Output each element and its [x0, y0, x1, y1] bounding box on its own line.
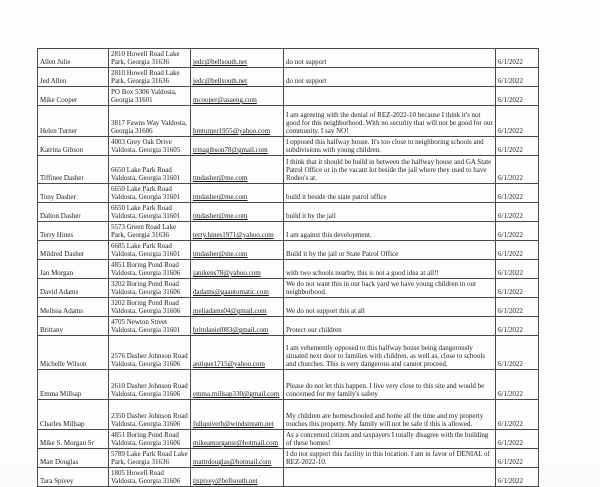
cell-comment — [284, 87, 496, 106]
table-row — [38, 468, 539, 487]
public-comments-table — [37, 48, 539, 487]
cell-address: PO Box 5306 Valdosta, Georgia 31601 — [109, 87, 191, 106]
cell-date: 6/1/2022 — [496, 184, 539, 203]
cell-email: mattrdouglas@hotmail.com — [191, 449, 284, 468]
cell-email: tmdasher@me.com — [191, 184, 284, 203]
cell-address: 1805 Howell Road Valdosta, Georgia 31606 — [109, 468, 191, 487]
cell-commenter-name: Terry Hines — [38, 222, 109, 241]
table-row — [38, 222, 539, 241]
table-row — [38, 336, 539, 370]
cell-date: 6/1/2022 — [496, 260, 539, 279]
cell-date: 6/1/2022 — [496, 222, 539, 241]
cell-address: 3817 Fawns Way Valdosta, Georgia 31606 — [109, 106, 191, 137]
cell-commenter-name: Tony Dasher — [38, 184, 109, 203]
cell-date: 6/1/2022 — [496, 137, 539, 156]
cell-email: tmdasher@me.com — [191, 241, 284, 260]
cell-email: emma.millsap330@gmail.com — [191, 370, 284, 400]
cell-address: 4705 Newton Street Valdosta, Georgia 31601 — [109, 317, 191, 336]
cell-commenter-name: Katrina Gibson — [38, 137, 109, 156]
cell-address: 6650 Lake Park Road Valdosta, Georgia 31601 — [109, 203, 191, 222]
cell-date: 6/1/2022 — [496, 156, 539, 184]
cell-date: 6/1/2022 — [496, 317, 539, 336]
cell-commenter-name: Allen Julie — [38, 49, 109, 68]
table-row — [38, 87, 539, 106]
cell-comment: I am vehemently opposed to this halfway house being dangerously situated next door to families with children, as well as, close to schools and churches. This is very dangerous and cannot proceed. — [284, 336, 496, 370]
table-row — [38, 400, 539, 430]
table-row — [38, 317, 539, 336]
cell-date: 6/1/2022 — [496, 430, 539, 449]
cell-address: 2810 Howell Road Lake Park, Georgia 31636 — [109, 68, 191, 87]
cell-email: tjspivey@bellsouth.net — [191, 468, 284, 487]
table-row — [38, 430, 539, 449]
cell-date: 6/1/2022 — [496, 298, 539, 317]
cell-commenter-name: Tara Spivey — [38, 468, 109, 487]
table-row — [38, 298, 539, 317]
cell-date: 6/1/2022 — [496, 336, 539, 370]
cell-commenter-name: Brittany — [38, 317, 109, 336]
cell-date: 6/1/2022 — [496, 449, 539, 468]
cell-commenter-name: Melissa Adams — [38, 298, 109, 317]
table-row — [38, 241, 539, 260]
cell-date: 6/1/2022 — [496, 468, 539, 487]
cell-address: 2350 Dasher Johnson Road Valdosta, Georgia 31606 — [109, 400, 191, 430]
cell-address: 6650 Lake Park Road Valdosta, Georgia 31601 — [109, 184, 191, 203]
cell-date: 6/1/2022 — [496, 68, 539, 87]
cell-comment: My children are homeschooled and home all the time and my property touches this property. My family will not be safe if this is allowed. — [284, 400, 496, 430]
cell-commenter-name: David Adams — [38, 279, 109, 298]
table-row — [38, 137, 539, 156]
cell-comment: I think that it should be build in between the halfway house and GA State Patrol Office or in the vacant lot beside the jail where they used to have Rodeo's at. — [284, 156, 496, 184]
cell-comment: We do not support this at all — [284, 298, 496, 317]
cell-email: hmturner1955@yahoo.com — [191, 106, 284, 137]
cell-email: tmdasher@me.com — [191, 203, 284, 222]
cell-email: terry.hines1971@yahoo.com — [191, 222, 284, 241]
cell-email: mcooper@asaeng.com — [191, 87, 284, 106]
cell-address: 6650 Lake Park Road Valdosta, Georgia 31601 — [109, 156, 191, 184]
cell-commenter-name: Charles Millsap — [38, 400, 109, 430]
cell-address: 5789 Lake Park Road Lake Park, Georgia 31636 — [109, 449, 191, 468]
cell-date: 6/1/2022 — [496, 203, 539, 222]
cell-address: 4851 Boring Pond Road Valdosta, Georgia 31606 — [109, 260, 191, 279]
table-row — [38, 68, 539, 87]
cell-commenter-name: Jan Morgan — [38, 260, 109, 279]
cell-address: 2810 Howell Road Lake Park, Georgia 31636 — [109, 49, 191, 68]
cell-date: 6/1/2022 — [496, 400, 539, 430]
cell-date: 6/1/2022 — [496, 49, 539, 68]
cell-commenter-name: Michelle Wilson — [38, 336, 109, 370]
cell-commenter-name: Mike S. Morgan Sr — [38, 430, 109, 449]
cell-address: 2576 Dasher Johnson Road Valdosta, Georgia 31606 — [109, 336, 191, 370]
cell-email: antique1715@yahoo.com — [191, 336, 284, 370]
table-row — [38, 49, 539, 68]
cell-date: 6/1/2022 — [496, 370, 539, 400]
table-row — [38, 156, 539, 184]
cell-email: tmdasher@me.com — [191, 156, 284, 184]
cell-comment: I am agreeing with the denial of REZ-2022-10 because I think it's not good for this neighborhood. With no security that will not be good for our community. I say NO! — [284, 106, 496, 137]
cell-email: brittdaniel083@gmail.com — [191, 317, 284, 336]
cell-address: 3202 Boring Pond Road Valdosta, Georgia 31606 — [109, 279, 191, 298]
cell-address: 4003 Grey Oak Drive Valdosta, Georgia 31605 — [109, 137, 191, 156]
cell-date: 6/1/2022 — [496, 279, 539, 298]
cell-email: meliadams04@gmail.com — [191, 298, 284, 317]
cell-commenter-name: Emma Millsap — [38, 370, 109, 400]
cell-commenter-name: Helen Turner — [38, 106, 109, 137]
cell-comment: Build it by the jail or State Patrol Office — [284, 241, 496, 260]
table-row — [38, 106, 539, 137]
cell-address: 6685 Lake Park Road Valdosta, Georgia 31601 — [109, 241, 191, 260]
table-row — [38, 279, 539, 298]
cell-email: mikeamorgansr@hotmail.com — [191, 430, 284, 449]
table-row — [38, 184, 539, 203]
cell-commenter-name: Jed Allen — [38, 68, 109, 87]
cell-email: janikens78@yahoo.com — [191, 260, 284, 279]
cell-comment: build it by the jail — [284, 203, 496, 222]
table-row — [38, 203, 539, 222]
cell-comment: We do not want this in our back yard we have young children in our neighborhood. — [284, 279, 496, 298]
cell-comment — [284, 468, 496, 487]
cell-commenter-name: Tiffinee Dasher — [38, 156, 109, 184]
cell-email: trinagibson78@gmail.com — [191, 137, 284, 156]
cell-comment: I am against this development. — [284, 222, 496, 241]
cell-commenter-name: Mike Cooper — [38, 87, 109, 106]
cell-comment: Protect our children — [284, 317, 496, 336]
cell-comment: As a concerned citizen and taxpayers I totally disagree with the building of these homes! — [284, 430, 496, 449]
cell-comment: build it beside the state patrol office — [284, 184, 496, 203]
cell-date: 6/1/2022 — [496, 87, 539, 106]
table-row — [38, 449, 539, 468]
cell-address: 2610 Dasher Johnson Road Valdosta, Georgia 31606 — [109, 370, 191, 400]
cell-commenter-name: Dalton Dasher — [38, 203, 109, 222]
cell-comment: I opposed this halfway house. It's too close to neighboring schools and subdivisions with young children. — [284, 137, 496, 156]
cell-email: jedc@bellsouth.net — [191, 49, 284, 68]
cell-address: 3202 Boring Pond Road Valdosta, Georgia 31606 — [109, 298, 191, 317]
cell-email: jedc@bellsouth.net — [191, 68, 284, 87]
cell-comment: do not support — [284, 49, 496, 68]
cell-comment: Please do not let this happen. I live very close to this site and would be concerned for my family's safety — [284, 370, 496, 400]
cell-email: fullquiverb@windstream.net — [191, 400, 284, 430]
cell-date: 6/1/2022 — [496, 241, 539, 260]
cell-commenter-name: Mildred Dasher — [38, 241, 109, 260]
cell-comment: with two schools nearby, this is not a good idea at all!! — [284, 260, 496, 279]
cell-address: 4851 Boring Pond Road Valdosta, Georgia 31606 — [109, 430, 191, 449]
cell-address: 5573 Green Road Lake Park, Georgia 31636 — [109, 222, 191, 241]
table-row — [38, 370, 539, 400]
cell-email: dadams@gaautomatic.com — [191, 279, 284, 298]
cell-comment: I do not support this facility in this location. I am in favor of DENIAL of REZ-2022-10. — [284, 449, 496, 468]
cell-comment: do not support — [284, 68, 496, 87]
public-comments-table-body — [38, 49, 539, 487]
cell-commenter-name: Matt Douglas — [38, 449, 109, 468]
table-row — [38, 260, 539, 279]
cell-date: 6/1/2022 — [496, 106, 539, 137]
